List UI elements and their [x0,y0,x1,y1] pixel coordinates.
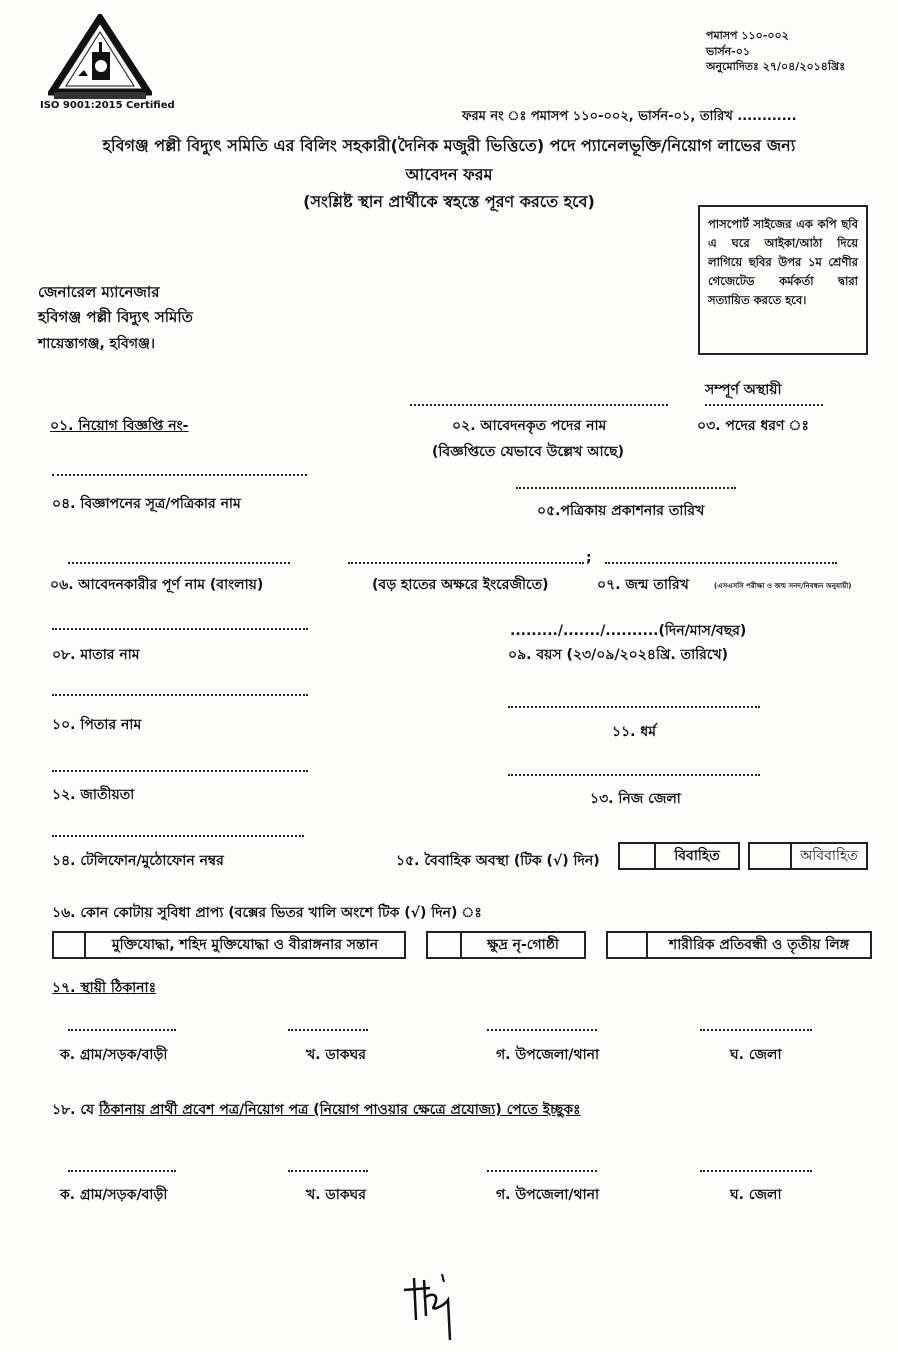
post-name-label: ০২. আবেদনকৃত পদের নাম [452,418,607,434]
addressee-organization: হবিগঞ্জ পল্লী বিদ্যুৎ সমিতি [38,308,193,326]
name-english-field[interactable] [348,562,584,564]
mailing-address-text: ঠিকানায় প্রার্থী প্রবেশ পত্র/নিয়োগ পত্র (নিয়োগ পাওয়ার ক্ষেত্রে প্রযোজ্য) পেতে ইচ্ছুকঃ [98,1102,581,1118]
post-name-field[interactable] [410,404,668,406]
home-district-field[interactable] [508,774,760,776]
addressee-title: জেনারেল ম্যানেজার [38,283,160,301]
newspaper-name-label: ০৪. বিজ্ঞাপনের সূত্র/পত্রিকার নাম [52,496,241,512]
permanent-post-office-label: খ. ডাকঘর [306,1047,366,1063]
permanent-village-field[interactable] [68,1029,176,1031]
post-type-label: ০৩. পদের ধরণ ঃ [697,418,809,434]
form-code: পমাসপ ১১০-০০২ [706,29,789,42]
organization-logo-icon [48,14,152,100]
circular-number-label: ০১. নিয়োগ বিজ্ঞপ্তি নং- [50,418,189,434]
photo-attachment-box[interactable]: পাসপোর্ট সাইজের এক কপি ছবি এ ঘরে আইকা/আঠা দিয়ে লাগিয়ে ছবির উপর ১ম শ্রেণীর গেজেটেড কর্মকর্তা দ্বারা সত্যায়িত করতে হবে। [698,205,868,355]
ethnic-minority-label: ক্ষুদ্র নৃ-গোষ্ঠী [487,937,559,953]
publication-date-field[interactable] [516,487,736,489]
permanent-district-label: ঘ. জেলা [730,1047,782,1063]
post-name-note: (বিজ্ঞপ্তিতে যেভাবে উল্লেখ আছে) [432,444,625,460]
quota-option-disabled-third-gender[interactable] [606,931,872,959]
post-type-value: সম্পূর্ণ অস্থায়ী [705,382,782,398]
permanent-upazila-field[interactable] [487,1029,597,1031]
iso-certification-caption: ISO 9001:2015 Certified [40,100,175,111]
mailing-district-field[interactable] [700,1170,812,1172]
marital-option-unmarried[interactable] [748,842,868,870]
disabled-third-gender-label: শারীরিক প্রতিবন্ধী ও তৃতীয় লিঙ্গ [668,937,850,953]
birth-date-field[interactable] [605,562,837,564]
unmarried-checkbox[interactable] [750,844,792,868]
mother-name-field[interactable] [52,628,308,630]
signature-icon [400,1272,470,1342]
marital-option-married[interactable] [618,842,740,870]
disabled-third-gender-checkbox[interactable] [608,933,648,957]
married-label: বিবাহিত [674,848,720,864]
addressee-location: শায়েস্তাগঞ্জ, হবিগঞ্জ। [38,336,155,352]
separator: ; [586,550,592,566]
permanent-address-label [52,976,156,1000]
father-name-field[interactable] [52,694,308,696]
name-bangla-field[interactable] [68,562,290,564]
marital-status-label: ১৫. বৈবাহিক অবস্থা (টিক (√) দিন) [396,853,600,869]
permanent-post-office-field[interactable] [288,1029,368,1031]
mailing-district-label: ঘ. জেলা [730,1187,782,1203]
permanent-village-label: ক. গ্রাম/সড়ক/বাড়ী [60,1047,168,1063]
form-subtitle: আবেদন ফরম [405,165,493,184]
mailing-address-label [52,1098,581,1122]
ethnic-minority-checkbox[interactable] [428,933,462,957]
mother-name-label: ০৮. মাতার নাম [52,647,140,663]
mailing-upazila-field[interactable] [487,1170,597,1172]
age-date-format[interactable]: ........./......./..........(দিন/মাস/বছর) [510,623,747,639]
freedom-fighter-label: মুক্তিযোদ্ধা, শহিদ মুক্তিযোদ্ধা ও বীরাঙ্গনার সন্তান [111,937,379,953]
nationality-field[interactable] [52,770,308,772]
mailing-upazila-label: গ. উপজেলা/থানা [496,1187,600,1203]
mailing-address-prefix: ১৮. যে [52,1102,99,1118]
mailing-village-label: ক. গ্রাম/সড়ক/বাড়ী [60,1187,168,1203]
married-checkbox[interactable] [620,844,656,868]
nationality-label: ১২. জাতীয়তা [52,787,135,803]
permanent-district-field[interactable] [700,1029,812,1031]
religion-label: ১১. ধর্ম [612,724,656,740]
form-approval-date: অনুমোদিতঃ ২৭/০৪/২০১৪খ্রিঃ [706,60,846,73]
publication-date-label: ০৫.পত্রিকায় প্রকাশনার তারিখ [537,503,705,519]
home-district-label: ১৩. নিজ জেলা [590,791,681,807]
father-name-label: ১০. পিতার নাম [52,717,142,733]
quota-option-ethnic-minority[interactable] [426,931,586,959]
post-type-field[interactable] [705,404,823,406]
form-title: হবিগঞ্জ পল্লী বিদ্যুৎ সমিতি এর বিলিং সহকারী(দৈনিক মজুরী ভিত্তিতে) পদে প্যানেলভূক্তি/নিয়োগ লাভের জন্য [102,136,796,155]
form-instruction: (সংশ্লিষ্ট স্থান প্রার্থীকে স্বহস্তে পূরণ করতে হবে) [303,192,595,211]
phone-number-field[interactable] [52,835,304,837]
name-english-label: (বড় হাতের অক্ষরে ইংরেজীতে) [372,577,549,593]
newspaper-name-field[interactable] [52,474,307,476]
birth-date-note: (এসএসসি পরীক্ষা ও জন্ম সনদ/নিবন্ধন অনুযায়ী) [714,582,852,590]
permanent-address-text: ১৭. স্থায়ী ঠিকানাঃ [52,980,157,996]
mailing-post-office-label: খ. ডাকঘর [306,1187,366,1203]
mailing-post-office-field[interactable] [288,1170,368,1172]
mailing-village-field[interactable] [68,1170,176,1172]
form-version: ভার্সন-০১ [706,45,751,58]
permanent-upazila-label: গ. উপজেলা/থানা [496,1047,600,1063]
freedom-fighter-checkbox[interactable] [54,933,86,957]
quota-label: ১৬. কোন কোটায় সুবিধা প্রাপ্য (বক্সের ভিতর খালি অংশে টিক (√) দিন) ঃ [52,905,482,921]
name-bangla-label: ০৬. আবেদনকারীর পূর্ণ নাম (বাংলায়) [50,577,264,593]
religion-field[interactable] [508,706,760,708]
phone-number-label: ১৪. টেলিফোন/মুঠোফোন নম্বর [52,853,224,869]
unmarried-label: অবিবাহিত [800,848,858,864]
age-label: ০৯. বয়স (২৩/০৯/২০২৪খ্রি. তারিখে) [508,647,729,663]
quota-option-freedom-fighter[interactable] [52,931,406,959]
birth-date-label: ০৭. জন্ম তারিখ [597,577,689,593]
form-reference: ফরম নং ঃ পমাসপ ১১০-০০২, ভার্সন-০১, তারিখ ............ [462,109,797,124]
